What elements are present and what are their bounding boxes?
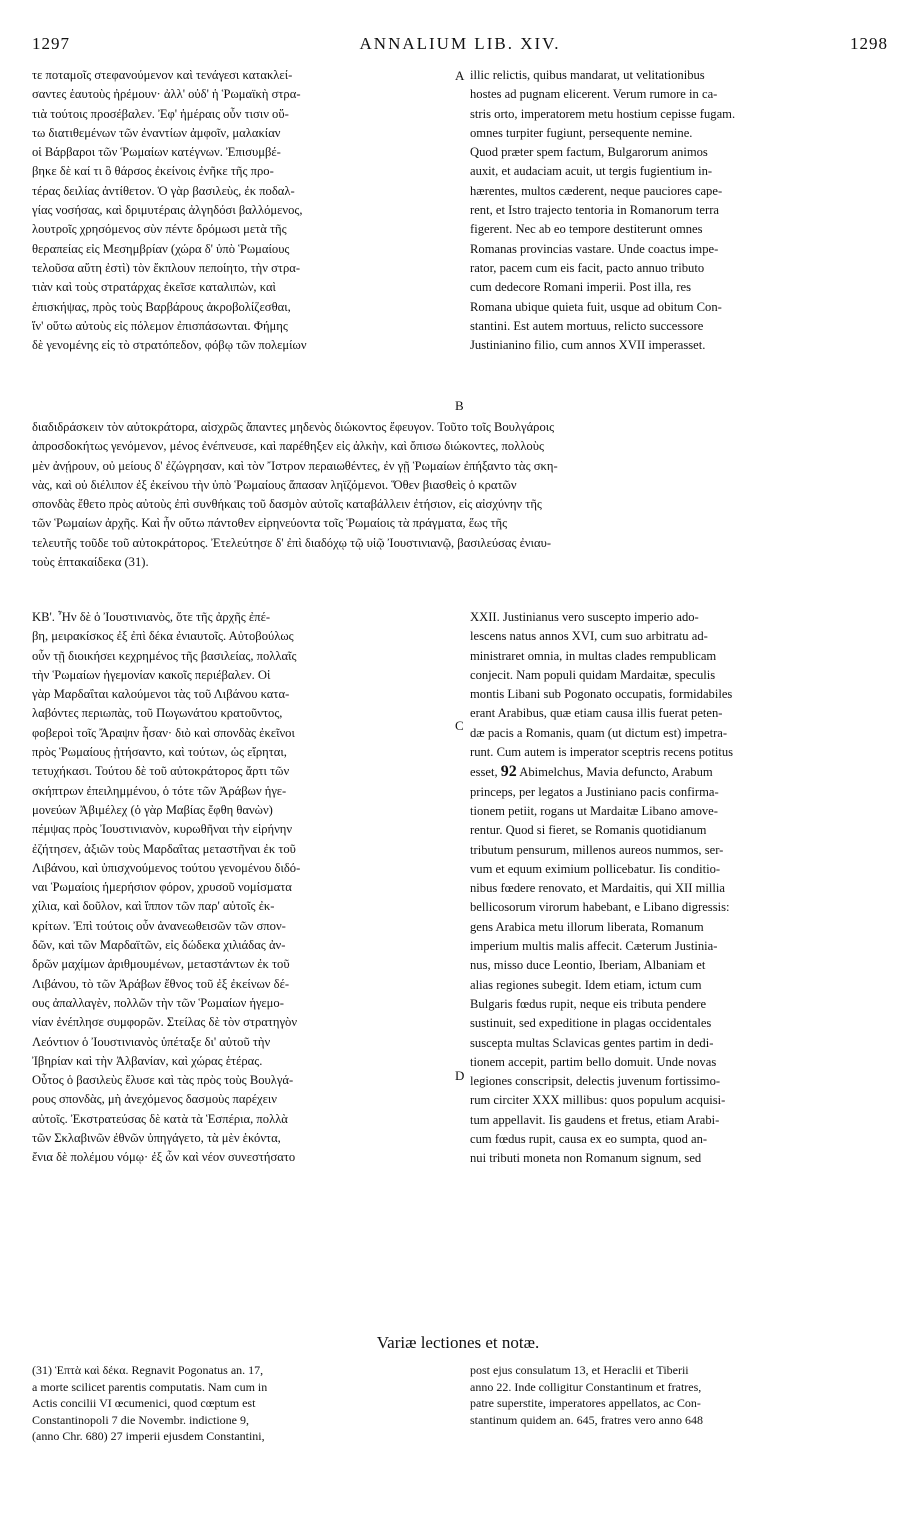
text-line: stris orto, imperatorem metu hostium cepisse fugam. bbox=[470, 106, 736, 121]
right-page-number: 1298 bbox=[849, 34, 888, 53]
text-line: δῶν, καὶ τῶν Μαρδαϊτῶν, εἰς δώδεκα χιλιάδας ἀν- bbox=[32, 938, 286, 953]
text-line: vum et equum eximium pollicebatur. Iis conditio- bbox=[470, 861, 721, 876]
text-line: τελευτῆς τοῦδε τοῦ αὐτοκράτορος. Ἐτελεύτησε δ' ἐπὶ διαδόχῳ τῷ υἱῷ Ἰουστινιανῷ, βασιλεύσας ἐνιαυ- bbox=[32, 535, 552, 550]
text-line: Ἰβηρίαν καὶ τὴν Ἀλβανίαν, καὶ χώρας ἑτέρας. bbox=[32, 1053, 263, 1068]
text-line: princeps, per legatos a Justiniano pacis confirma- bbox=[470, 784, 719, 799]
text-line: ministraret omnia, in multas clades rempublicam bbox=[470, 648, 717, 663]
text-line: φοβεροὶ τοῖς Ἄραψιν ἦσαν· διὸ καὶ σπονδὰς ἐκεῖνοι bbox=[32, 725, 295, 740]
text-line: ρους σπονδὰς, μὴ ἀνεχόμενος δασμοὺς παρέχειν bbox=[32, 1092, 277, 1107]
text-line: Constantinopoli 7 die Novembr. indictione 9, bbox=[32, 1412, 249, 1427]
text-line: (anno Chr. 680) 27 imperii ejusdem Constantini, bbox=[32, 1429, 265, 1443]
text-line: stantini. Est autem mortuus, relicto successore bbox=[470, 318, 704, 333]
text-line: δρῶν μαχίμων ἀριθμουμένων, μεταστάντων ἐκ τοῦ bbox=[32, 957, 290, 972]
text-line: (31) Ἑπτὰ καὶ δέκα. Regnavit Pogonatus an. 17, bbox=[32, 1363, 264, 1377]
notes-title: Variæ lectiones et notæ. bbox=[376, 1333, 540, 1352]
text-line: ἵν' οὕτω αὐτοὺς εἰς πόλεμον ἐπισπάσωνται. Φήμης bbox=[32, 318, 288, 333]
text-line: XXII. Justinianus vero suscepto imperio ado- bbox=[470, 610, 699, 624]
text-line: κρίτων. Ἐπὶ τούτοις οὖν ἀνανεωθεισῶν τῶν σπον- bbox=[32, 918, 286, 933]
greek-column-top bbox=[32, 66, 454, 336]
text-line: imperium multis malis affecit. Cæterum Justinia- bbox=[470, 939, 718, 954]
column-number: 92 bbox=[500, 763, 517, 781]
text-line: tionem petiit, rogans ut Mardaitæ Libano amove- bbox=[470, 803, 718, 818]
text-line: οὖν τῇ διοικήσει κεχρημένος τῆς βασιλείας, πολλαῖς bbox=[32, 648, 297, 663]
text-line: χίλια, καὶ δοῦλον, καὶ ἵππον τῶν παρ' αὐτοῖς ἐκ- bbox=[32, 899, 275, 914]
text-line: montis Libani sub Pogonato occupatis, formidabiles bbox=[470, 687, 733, 702]
text-line: lescens natus annos XVI, cum suo arbitratu ad- bbox=[470, 629, 708, 644]
text-line: διαδιδράσκειν τὸν αὐτοκράτορα, αἰσχρῶς ἅπαντες μηδενὸς διώκοντος ἔφευγον. Τοῦτο τοῖς Βουλγάροις bbox=[32, 420, 555, 434]
running-title: ANNALIUM LIB. XIV. bbox=[359, 34, 561, 53]
text-line: anno 22. Inde colligitur Constantinum et fratres, bbox=[470, 1379, 702, 1394]
greek-full-width-block bbox=[32, 418, 890, 572]
text-line: Λιβάνου, τὸ τῶν Ἀράβων ἔθνος τοῦ ἐξ ἐκείνων δέ- bbox=[32, 976, 290, 991]
text-line: τὴν Ῥωμαίων ἡγεμονίαν κακοῖς περιέβαλεν. Οἱ bbox=[32, 667, 271, 682]
text-line: ἐπισκήψας, πρὸς τοὺς Βαρβάρους ἀκροβολίζεσθαι, bbox=[32, 299, 291, 314]
text-line: τέρας δειλίας ἀντίθετον. Ὁ γὰρ βασιλεὺς, ἐκ ποδαλ- bbox=[32, 183, 295, 198]
text-line: νίαν ἐνέπλησε συμφορῶν. Στείλας δὲ τὸν στρατηγὸν bbox=[32, 1015, 298, 1030]
text-line: ναι Ῥωμαίοις ἡμερήσιον φόρον, χρυσοῦ νομίσματα bbox=[32, 880, 292, 895]
text-line: ους ἀπαλλαγὲν, πολλῶν τὴν τῶν Ῥωμαίων ἡγεμο- bbox=[32, 995, 284, 1010]
text-line: οἱ Βάρβαροι τῶν Ῥωμαίων κατέγνων. Ἐπισυμβέ- bbox=[32, 145, 281, 160]
latin-column-bottom bbox=[470, 608, 890, 1169]
left-page-number: 1297 bbox=[32, 34, 70, 53]
text-line: bellicosorum virorum habebant, e Libano digressis: bbox=[470, 900, 730, 915]
text-line: nui tributi moneta non Romanum signum, sed bbox=[470, 1151, 702, 1166]
text-line: λαβόντες περιωπὰς, τοῦ Πωγωνάτου κρατοῦντος, bbox=[32, 706, 283, 721]
text-line: Λεόντιον ὁ Ἰουστινιανὸς ὑπέταξε δι' αὐτοῦ τὴν bbox=[32, 1034, 271, 1049]
text-line: rator, pacem cum eis facit, pacto annuo tributo bbox=[470, 260, 705, 275]
text-line: dæ pacis a Romanis, quam (ut dictum est) impetra- bbox=[470, 725, 728, 740]
text-line: post ejus consulatum 13, et Heraclii et Tiberii bbox=[470, 1363, 689, 1377]
text-line: τῶν Σκλαβινῶν ἐθνῶν ὑπηγάγετο, τὰ μὲν ἑκόντα, bbox=[32, 1131, 281, 1146]
text-line: Λιβάνου, καὶ ὑπισχνούμενος τούτου γενομένου διδό- bbox=[32, 860, 301, 875]
text-line: patre superstite, imperatores appellatos, ac Con- bbox=[470, 1396, 701, 1410]
margin-marker-b: B bbox=[455, 398, 464, 413]
margin-marker-d: D bbox=[455, 1068, 465, 1083]
latin-transition-line bbox=[470, 336, 890, 355]
text-line: νὰς, καὶ οὐ διέλιπον ἐξ ἐκείνου τὴν ὑπὸ Ῥωμαίους ἅπασαν ληϊζόμενοι. Ὅθεν βιασθεὶς ὁ κρατῶν bbox=[32, 477, 517, 492]
text-fragment: Abimelchus, Mavia defuncto, Arabum bbox=[519, 765, 713, 780]
text-line: nus, misso duce Leontio, Iberiam, Albaniam et bbox=[470, 958, 706, 973]
text-line: suscepta multas Sclavicas gentes partim in dedi- bbox=[470, 1035, 714, 1050]
latin-column-top bbox=[470, 66, 890, 336]
text-line: omnes turpiter fugiunt, persequente nemine. bbox=[470, 125, 693, 140]
text-line: auxit, et audaciam acuit, ut tergis fugientium in- bbox=[470, 164, 713, 179]
text-line: δὲ γενομένης εἰς τὸ στρατόπεδον, φόβῳ τῶν πολεμίων bbox=[32, 338, 307, 352]
text-line: rent, et Istro trajecto tentoria in Romanorum terra bbox=[470, 203, 719, 218]
text-line bbox=[470, 762, 890, 782]
margin-marker-c: C bbox=[455, 718, 464, 733]
text-line: tum appellavit. Iis gaudens et fretus, etiam Arabi- bbox=[470, 1112, 720, 1127]
text-line: cum dedecore Romani imperii. Post illa, res bbox=[470, 280, 692, 295]
text-line: μονεύων Ἀβιμέλεχ (ὁ γὰρ Μαβίας ἔφθη θανὼν) bbox=[32, 802, 273, 817]
text-line: τελοῦσα αὕτη ἐστὶ) τὸν ἔκπλουν πεποίητο, τὴν στρα- bbox=[32, 260, 301, 275]
text-line: legiones conscripsit, delectis juvenum fortissimo- bbox=[470, 1074, 721, 1089]
text-line: ἐζήτησεν, ἀξιῶν τοὺς Μαρδαΐτας μεταστῆναι ἐκ τοῦ bbox=[32, 841, 296, 856]
text-line: hostes ad pugnam elicerent. Verum rumore in ca- bbox=[470, 87, 718, 102]
text-line: σαντες ἑαυτοὺς ἠρέμουν· ἀλλ' οὐδ' ἡ Ῥωμαϊκὴ στρα- bbox=[32, 87, 301, 102]
text-line: illic relictis, quibus mandarat, ut velitationibus bbox=[470, 68, 705, 82]
text-line: tributum pensurum, millenos aureos nummos, ser- bbox=[470, 842, 724, 857]
text-line: Actis concilii VI œcumenici, quod cœptum est bbox=[32, 1396, 256, 1410]
text-line: ἀπροσδοκήτως γενόμενον, μένος ἐνέπνευσε, καὶ παρέθηξεν εἰς ἀλκὴν, καὶ ὄπισω διώκοντες, πολλοὺς bbox=[32, 439, 544, 454]
text-line: γίας νοσήσας, καὶ δριμυτέραις ἀλγηδόσι βαλλόμενος, bbox=[32, 203, 303, 218]
text-line: nibus fœdere renovato, et Mardaitis, qui XII millia bbox=[470, 881, 725, 896]
text-line: τε ποταμοῖς στεφανούμενον καὶ τενάγεσι κατακλεί- bbox=[32, 68, 293, 82]
text-line: Justinianino filio, cum annos XVII imperasset. bbox=[470, 338, 706, 352]
text-line: τιὰ τούτοις προσέβαλεν. Ἐφ' ἡμέραις οὖν τισιν οὕ- bbox=[32, 106, 289, 121]
text-line: βηκε δὲ καί τι ὃ θάρσος ἐκείνοις ἐνῆκε τῆς προ- bbox=[32, 164, 274, 179]
text-line: αὐτοῖς. Ἐκστρατεύσας δὲ κατὰ τὰ Ἑσπέρια, πολλὰ bbox=[32, 1111, 288, 1126]
text-line: hærentes, multos cæderent, neque pauciores cape- bbox=[470, 183, 723, 198]
text-line: λουτροῖς χρησόμενος σὺν πέντε δρόμωσι μετὰ τῆς bbox=[32, 222, 287, 237]
text-line: Romana ubique quieta fuit, usque ad obitum Con- bbox=[470, 299, 722, 314]
greek-transition-line bbox=[32, 336, 454, 355]
notes-right-column bbox=[470, 1362, 890, 1428]
text-line: τετυχήκασι. Τούτου δὲ τοῦ αὐτοκράτορος ἄρτι τῶν bbox=[32, 764, 290, 779]
text-line: cum fœdus rupit, causa ex eo sumpta, quod an- bbox=[470, 1132, 708, 1147]
text-line: Οὗτος ὁ βασιλεὺς ἔλυσε καὶ τὰς πρὸς τοὺς Βουλγά- bbox=[32, 1073, 294, 1088]
text-line: τιὰν καὶ τοὺς στρατάρχας ἐκεῖσε καταλιπὼν, καὶ bbox=[32, 280, 276, 295]
text-line: σπονδὰς ἔθετο πρὸς αὐτοὺς ἐπὶ συνθήκαις τοῦ δασμὸν αὐτοῖς καταβάλλειν ἐτήσιον, εἰς αἰσχύνην τῆς bbox=[32, 497, 542, 512]
text-line: gens Arabica metu illorum liberata, Romanum bbox=[470, 919, 704, 934]
text-line: Bulgaris fœdus rupit, neque eis tributa pendere bbox=[470, 996, 707, 1011]
text-line: μὲν ἀνῄρουν, οὐ μείους δ' ἐζώγρησαν, καὶ τὸν Ἴστρον περαιωθέντες, ἐν γῇ Ῥωμαίων ἐπήξαντο τὰς σκη- bbox=[32, 458, 558, 473]
text-line: conjecit. Nam populi quidam Mardaitæ, speculis bbox=[470, 667, 716, 682]
text-line: βη, μειρακίσκος ἐξ ἐπὶ δέκα ἐνιαυτοῖς. Αὐτοβούλως bbox=[32, 629, 294, 644]
text-line: σκήπτρων ἐπειλημμένου, ὁ τότε τῶν Ἀράβων ἡγε- bbox=[32, 783, 287, 798]
text-line: τοὺς ἑπτακαίδεκα (31). bbox=[32, 555, 149, 570]
margin-marker-a: A bbox=[455, 68, 465, 83]
text-line: erant Arabibus, quæ etiam causa illis fuerat peten- bbox=[470, 706, 723, 721]
text-line: ἔνια δὲ πολέμου νόμῳ· ἐξ ὧν καὶ νέον συνεστήσατο bbox=[32, 1150, 296, 1165]
text-line: τῶν Ῥωμαίων ἀρχῆς. Καὶ ἦν οὕτω πάντοθεν εἰρηνεύοντα τοῖς Ῥωμαίοις τὰ πράγματα, ἕως τῆς bbox=[32, 516, 508, 531]
page-header bbox=[32, 34, 888, 64]
text-line: stantinum quidem an. 645, fratres vero anno 648 bbox=[470, 1412, 703, 1427]
text-line: τω διατιθεμένων τῶν ἐναντίων ἀμφοῖν, μαλακίαν bbox=[32, 125, 281, 140]
text-line: Quod præter spem factum, Bulgarorum animos bbox=[470, 145, 708, 160]
notes-left-column bbox=[32, 1362, 472, 1445]
text-line: sustinuit, sed expeditione in plagas occidentales bbox=[470, 1016, 712, 1031]
text-line: πρὸς Ῥωμαίους ᾐτήσαντο, καὶ τούτων, ὡς εἴρηται, bbox=[32, 745, 287, 760]
text-line: tionem accepit, partim bello domuit. Unde novas bbox=[470, 1054, 717, 1069]
text-line: θεραπείας εἰς Μεσημβρίαν (χώρα δ' ὑπὸ Ῥωμαίους bbox=[32, 241, 290, 256]
text-line: γὰρ Μαρδαΐται καλούμενοι τὰς τοῦ Λιβάνου κατα- bbox=[32, 687, 290, 702]
text-line: πέμψας πρὸς Ἰουστινιανὸν, κυρωθῆναι τὴν εἰρήνην bbox=[32, 822, 293, 837]
greek-column-bottom bbox=[32, 608, 454, 1168]
text-line: figerent. Nec ab eo tempore destiterunt omnes bbox=[470, 222, 703, 237]
text-fragment: esset, bbox=[470, 765, 498, 780]
text-line: rentur. Quod si fieret, se Romanis quotidianum bbox=[470, 823, 707, 838]
text-line: a morte scilicet parentis computatis. Nam cum in bbox=[32, 1379, 268, 1394]
text-line: Romanas provincias vastare. Unde coactus impe- bbox=[470, 241, 719, 256]
text-line: alias regiones subegit. Idem etiam, ictum cum bbox=[470, 977, 702, 992]
text-line: rum circiter XXX millibus: quos populum acquisi- bbox=[470, 1093, 726, 1108]
text-line: runt. Cum autem is imperator sceptris recens potitus bbox=[470, 745, 734, 760]
text-line: ΚΒ'. Ἦν δὲ ὁ Ἰουστινιανὸς, ὅτε τῆς ἀρχῆς ἐπέ- bbox=[32, 610, 271, 624]
